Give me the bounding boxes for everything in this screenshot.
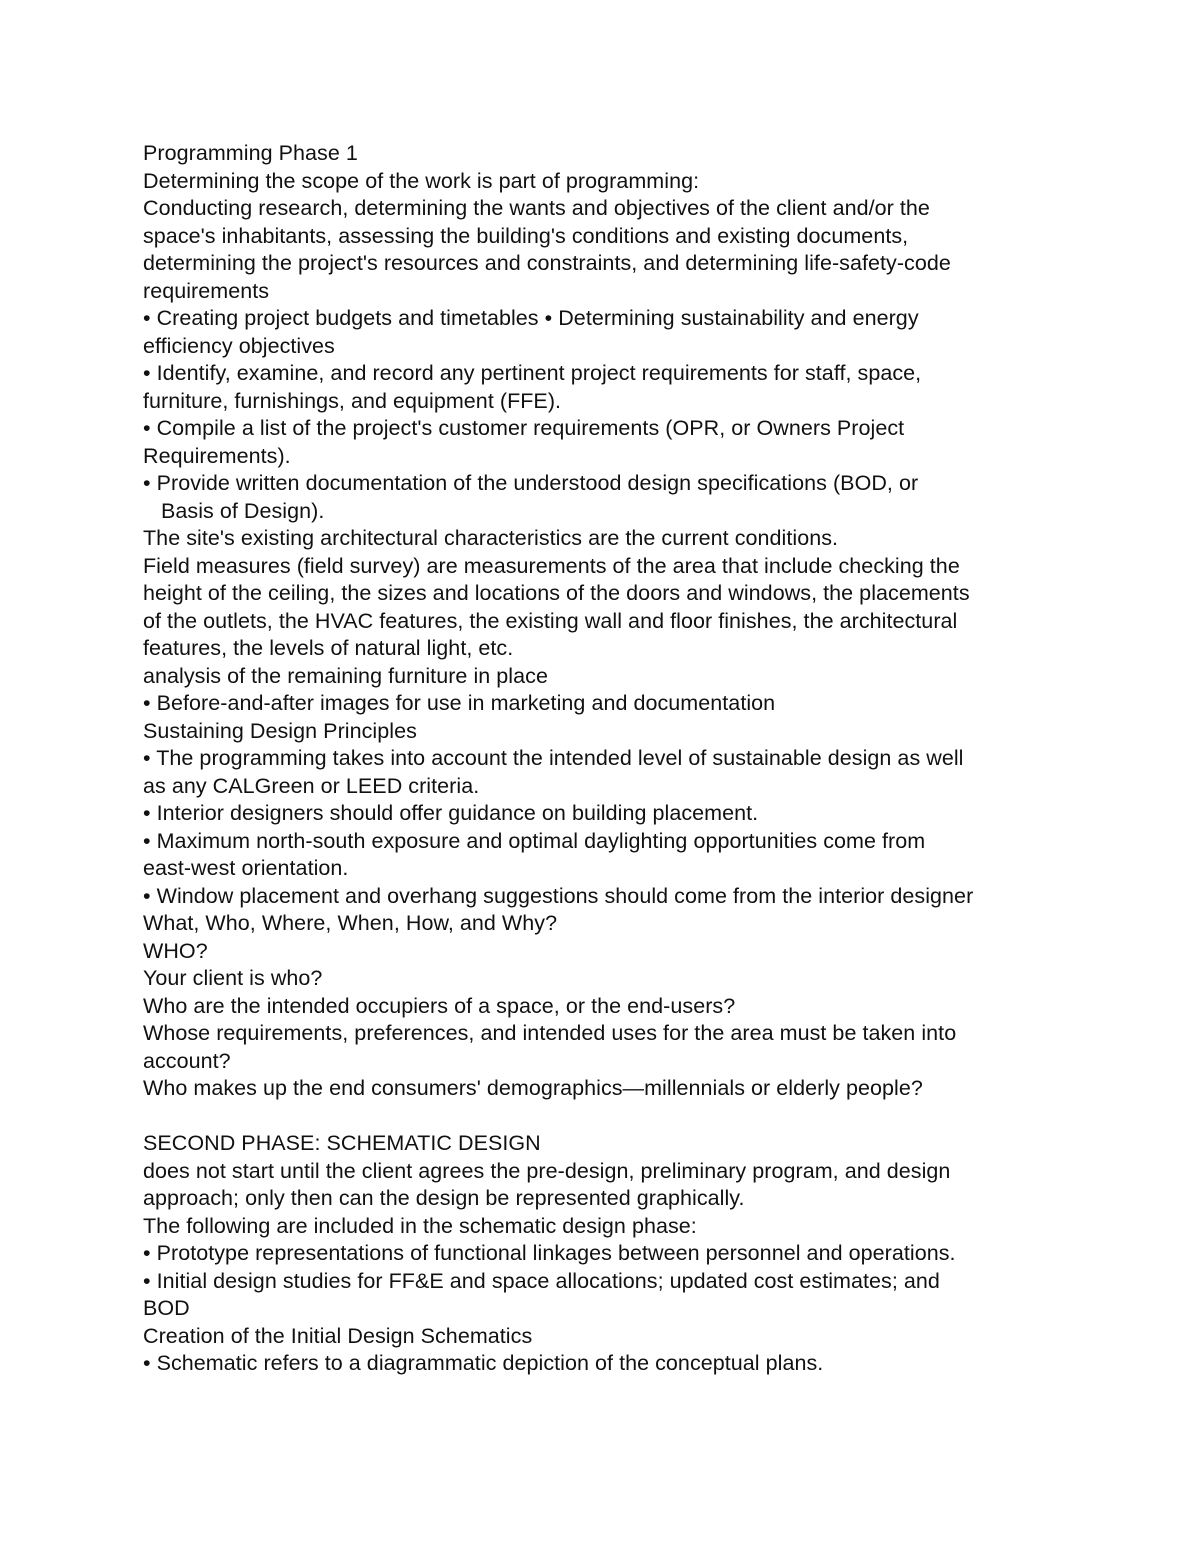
- text-line: Determining the scope of the work is part of programming:: [143, 168, 700, 193]
- bullet-line: • Prototype representations of functional linkages between personnel and operations.: [143, 1241, 956, 1265]
- text-line: of the outlets, the HVAC features, the existing wall and floor finishes, the architectural: [143, 608, 958, 633]
- blank-line: [143, 1103, 1073, 1131]
- heading-sustaining-design: Sustaining Design Principles: [143, 718, 417, 743]
- text-line: What, Who, Where, When, How, and Why?: [143, 911, 558, 935]
- heading-who: WHO?: [143, 938, 208, 963]
- bullet-line: • Compile a list of the project's customer requirements (OPR, or Owners Project: [143, 416, 905, 440]
- text-line: determining the project's resources and constraints, and determining life-safety-code: [143, 251, 951, 275]
- text-line: Field measures (field survey) are measurements of the area that include checking the: [143, 553, 960, 578]
- text-line: as any CALGreen or LEED criteria.: [143, 773, 480, 798]
- text-line: height of the ceiling, the sizes and locations of the doors and windows, the placements: [143, 581, 970, 605]
- text-line: space's inhabitants, assessing the building's conditions and existing documents,: [143, 223, 909, 248]
- bullet-line: • Initial design studies for FF&E and space allocations; updated cost estimates; and: [143, 1268, 940, 1293]
- text-line: Your client is who?: [143, 966, 323, 990]
- text-line: analysis of the remaining furniture in place: [143, 663, 548, 688]
- text-line: approach; only then can the design be represented graphically.: [143, 1186, 745, 1210]
- bullet-line: • Creating project budgets and timetables • Determining sustainability and energy: [143, 306, 919, 330]
- text-line: account?: [143, 1048, 231, 1073]
- text-line: BOD: [143, 1296, 190, 1320]
- text-line: Whose requirements, preferences, and intended uses for the area must be taken into: [143, 1021, 957, 1045]
- text-line: Requirements).: [143, 443, 291, 468]
- bullet-line: • Schematic refers to a diagrammatic depiction of the conceptual plans.: [143, 1351, 824, 1375]
- bullet-line: • Identify, examine, and record any pertinent project requirements for staff, space,: [143, 361, 922, 385]
- bullet-line: • Interior designers should offer guidance on building placement.: [143, 801, 759, 825]
- text-line: furniture, furnishings, and equipment (FFE).: [143, 388, 562, 413]
- text-line: requirements: [143, 278, 270, 303]
- text-line: Who makes up the end consumers' demographics—millennials or elderly people?: [143, 1076, 923, 1100]
- bullet-line: • Before-and-after images for use in marketing and documentation: [143, 691, 776, 715]
- heading-programming-phase: Programming Phase 1: [143, 141, 358, 165]
- text-line-indented: Basis of Design).: [161, 498, 325, 523]
- bullet-line: • Provide written documentation of the understood design specifications (BOD, or: [143, 471, 919, 495]
- heading-initial-schematics: Creation of the Initial Design Schematics: [143, 1323, 533, 1348]
- bullet-line: • Window placement and overhang suggestions should come from the interior designer: [143, 883, 974, 908]
- heading-second-phase: SECOND PHASE: SCHEMATIC DESIGN: [143, 1131, 541, 1155]
- text-line: does not start until the client agrees the pre-design, preliminary program, and design: [143, 1158, 951, 1183]
- text-line: efficiency objectives: [143, 333, 335, 358]
- document-body: [143, 140, 1073, 1378]
- text-line: The following are included in the schematic design phase:: [143, 1213, 697, 1238]
- bullet-line: • The programming takes into account the intended level of sustainable design as well: [143, 746, 964, 770]
- text-line: The site's existing architectural characteristics are the current conditions.: [143, 526, 839, 550]
- text-line: features, the levels of natural light, etc.: [143, 636, 514, 660]
- text-line: Who are the intended occupiers of a space, or the end-users?: [143, 993, 736, 1018]
- text-line: east-west orientation.: [143, 856, 349, 880]
- text-line: Conducting research, determining the wants and objectives of the client and/or the: [143, 196, 930, 220]
- bullet-line: • Maximum north-south exposure and optimal daylighting opportunities come from: [143, 828, 926, 853]
